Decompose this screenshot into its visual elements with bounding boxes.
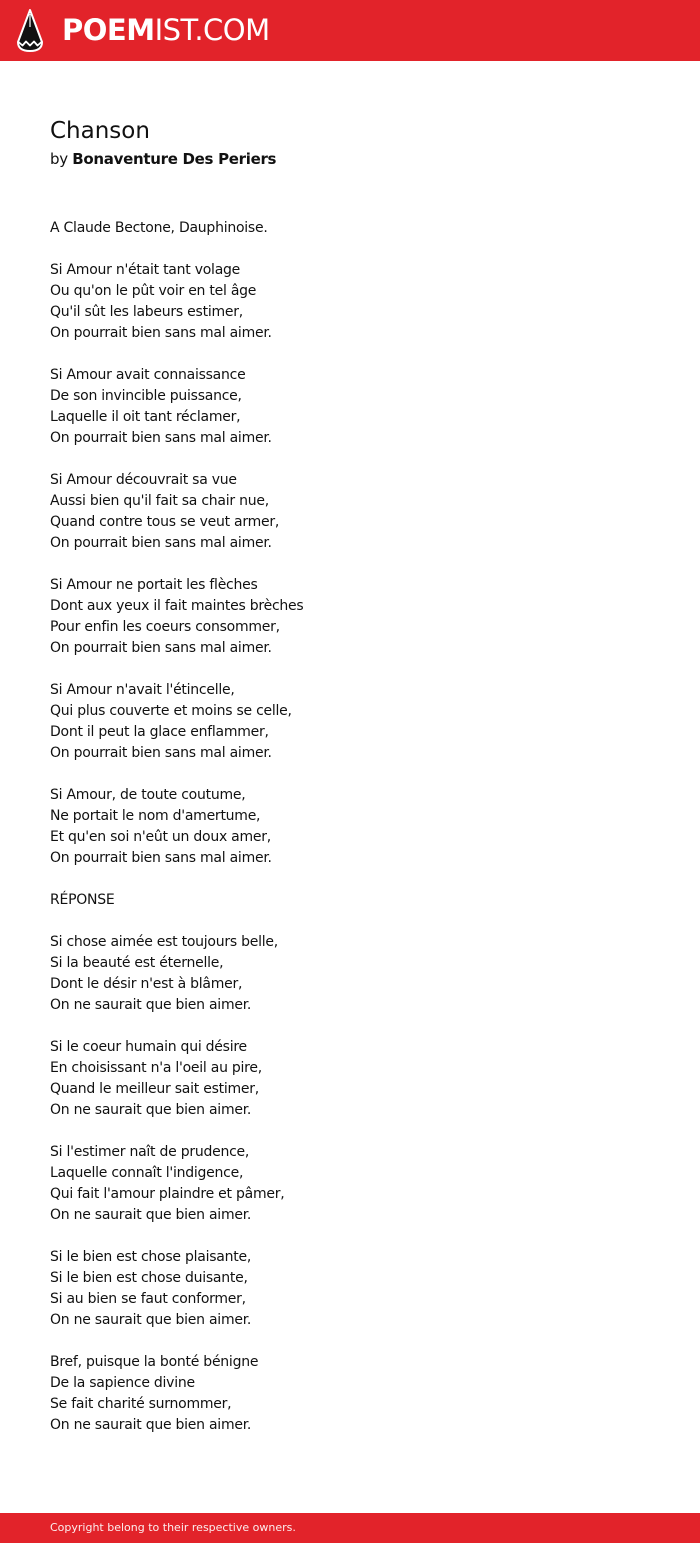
poem-line: RÉPONSE: [50, 892, 115, 908]
poem-stanza: [50, 932, 650, 1016]
poem-stanza: [50, 260, 650, 344]
poem-line: Si la beauté est éternelle,: [50, 955, 224, 971]
poem-line: Aussi bien qu'il fait sa chair nue,: [50, 493, 269, 509]
poem-line: Si le coeur humain qui désire: [50, 1039, 247, 1055]
poem-line: Laquelle il oit tant réclamer,: [50, 409, 241, 425]
poem-line: On pourrait bien sans mal aimer.: [50, 640, 272, 656]
poem-line: Si le bien est chose duisante,: [50, 1270, 248, 1286]
author-name: Bonaventure Des Periers: [72, 150, 277, 168]
poem-stanza: [50, 890, 650, 911]
poem-line: Si l'estimer naît de prudence,: [50, 1144, 250, 1160]
poem-stanza: [50, 1352, 650, 1436]
poem-line: On ne saurait que bien aimer.: [50, 1417, 252, 1433]
poem-line: Qui plus couverte et moins se celle,: [50, 703, 292, 719]
poem-line: De la sapience divine: [50, 1375, 195, 1391]
poem-stanza: [50, 1247, 650, 1331]
poem-line: Si Amour ne portait les flèches: [50, 577, 258, 593]
poem-line: A Claude Bectone, Dauphinoise.: [50, 220, 268, 236]
logo-bold-text: POEM: [62, 13, 155, 47]
poem-line: Se fait charité surnommer,: [50, 1396, 232, 1412]
poem-line: On ne saurait que bien aimer.: [50, 997, 252, 1013]
poem-line: Si Amour découvrait sa vue: [50, 472, 237, 488]
poem-line: Si au bien se faut conformer,: [50, 1291, 246, 1307]
poem-line: Bref, puisque la bonté bénigne: [50, 1354, 259, 1370]
poem-line: Quand contre tous se veut armer,: [50, 514, 280, 530]
poem-line: Qu'il sût les labeurs estimer,: [50, 304, 243, 320]
poem-line: On ne saurait que bien aimer.: [50, 1312, 252, 1328]
poem-line: On pourrait bien sans mal aimer.: [50, 745, 272, 761]
poem-stanza: [50, 785, 650, 869]
poem-line: On pourrait bien sans mal aimer.: [50, 430, 272, 446]
poem-line: Si Amour, de toute coutume,: [50, 787, 246, 803]
poem-line: On ne saurait que bien aimer.: [50, 1102, 252, 1118]
poem-stanza: [50, 470, 650, 554]
logo-light-text: IST.COM: [154, 13, 270, 47]
poem-line: Pour enfin les coeurs consommer,: [50, 619, 280, 635]
poem-line: En choisissant n'a l'oeil au pire,: [50, 1060, 262, 1076]
poem-stanza: [50, 1037, 650, 1121]
pen-nib-icon[interactable]: [16, 9, 44, 53]
poem-line: Si Amour avait connaissance: [50, 367, 246, 383]
poem-line: Ne portait le nom d'amertume,: [50, 808, 261, 824]
site-header: [0, 0, 700, 61]
poem-line: De son invincible puissance,: [50, 388, 242, 404]
by-label: by: [50, 150, 68, 168]
site-footer: [0, 1513, 700, 1543]
poem-body: [50, 218, 650, 1436]
poem-stanza: [50, 575, 650, 659]
poem-line: Dont aux yeux il fait maintes brèches: [50, 598, 304, 614]
poem-line: Qui fait l'amour plaindre et pâmer,: [50, 1186, 285, 1202]
poem-line: On pourrait bien sans mal aimer.: [50, 325, 272, 341]
poem-line: Et qu'en soi n'eût un doux amer,: [50, 829, 271, 845]
poem-stanza: [50, 680, 650, 764]
poem-line: Ou qu'on le pût voir en tel âge: [50, 283, 257, 299]
poem-line: Si Amour n'était tant volage: [50, 262, 241, 278]
poem-line: Dont le désir n'est à blâmer,: [50, 976, 243, 992]
site-logo[interactable]: [62, 11, 270, 49]
poem-stanza: [50, 218, 650, 239]
poem-line: Si Amour n'avait l'étincelle,: [50, 682, 235, 698]
poem-line: Laquelle connaît l'indigence,: [50, 1165, 244, 1181]
poem-line: On ne saurait que bien aimer.: [50, 1207, 252, 1223]
byline: [50, 148, 276, 170]
poem-line: Dont il peut la glace enflammer,: [50, 724, 269, 740]
poem-line: Si chose aimée est toujours belle,: [50, 934, 278, 950]
poem-line: On pourrait bien sans mal aimer.: [50, 535, 272, 551]
poem-stanza: [50, 1142, 650, 1226]
poem-stanza: [50, 365, 650, 449]
poem-line: On pourrait bien sans mal aimer.: [50, 850, 272, 866]
poem-line: Si le bien est chose plaisante,: [50, 1249, 252, 1265]
copyright-text: Copyright belong to their respective owners.: [50, 1521, 296, 1534]
poem-title: Chanson: [50, 118, 150, 144]
poem-line: Quand le meilleur sait estimer,: [50, 1081, 259, 1097]
